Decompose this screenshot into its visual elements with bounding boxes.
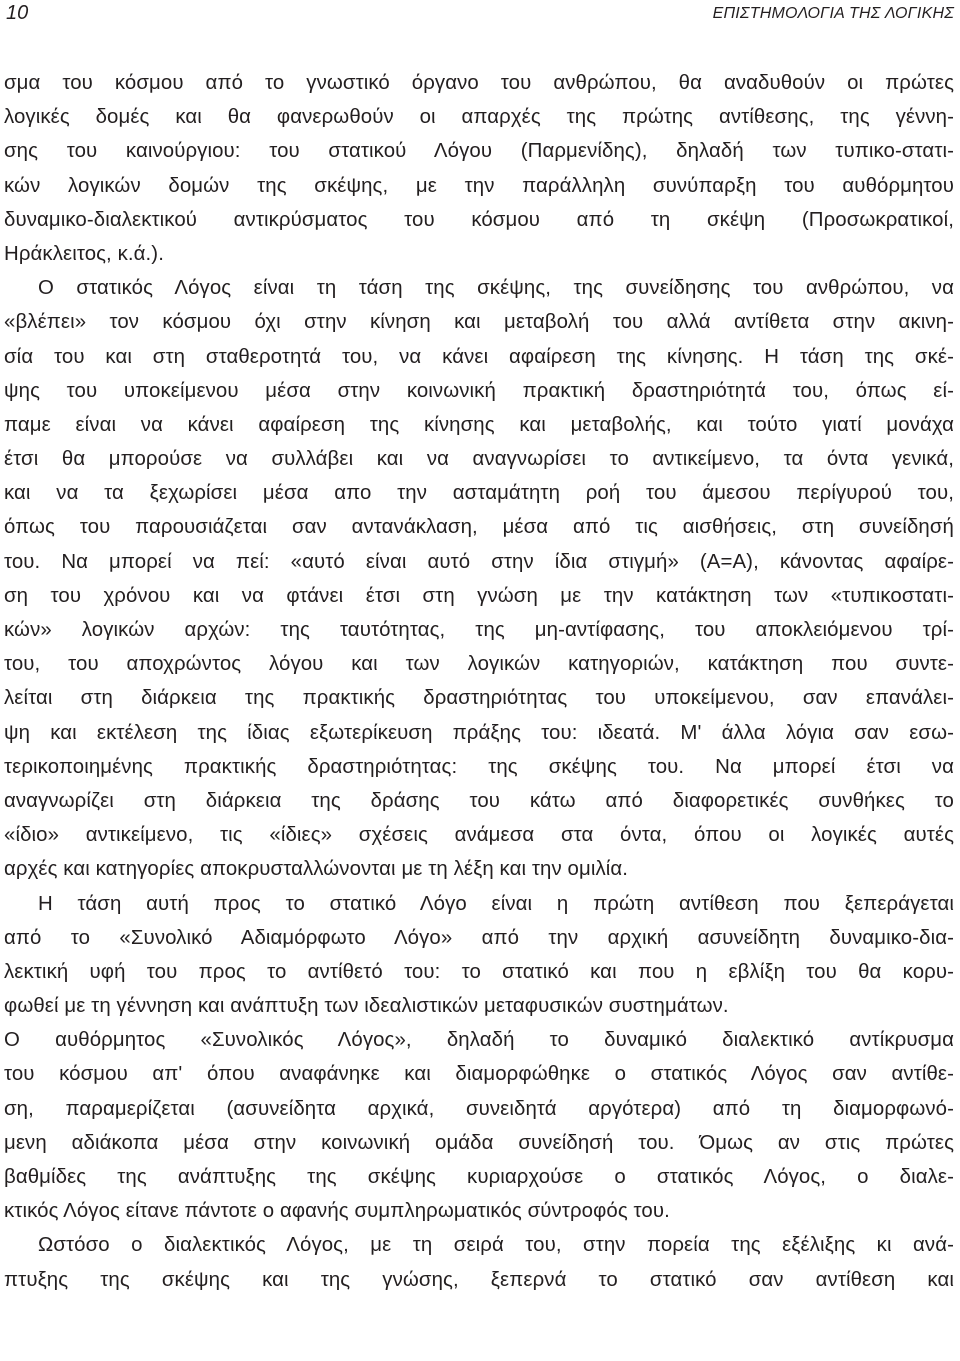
text-line: αναγνωρίζει στη διάρκεια της δράσης του κάτω από διαφορετικές συνθήκες το [4,789,954,812]
text-line: του. Να μπορεί να πεί: «αυτό είναι αυτό στην ίδια στιγμή» (Α=Α), κάνοντας αφαίρε- [4,550,954,573]
text-line: κτικός Λόγος είτανε πάντοτε ο αφανής συμπληρωματικός σύντροφός του. [4,1200,670,1223]
page-header [0,0,960,28]
text-line: σης του καινούργιου: του στατικού Λόγου (Παρμενίδης), δηλαδή των τυπικο-στατι- [4,140,954,163]
paragraph [4,1023,954,1228]
text-line: «ίδιο» αντικείμενο, τις «ίδιες» σχέσεις ανάμεσα στα όντα, όπου οι λογικές αυτές [4,824,954,847]
paragraph [4,1228,954,1296]
paragraph [4,271,954,886]
text-line: φωθεί με τη γέννηση και ανάπτυξη των ιδεαλιστικών μεταφυσικών συστημάτων. [4,995,729,1018]
text-line: έτσι θα μπορούσε να συλλάβει και να αναγνωρίσει το αντικείμενο, τα όντα γενικά, [4,448,954,471]
page-number: 10 [6,2,29,24]
text-line: του κόσμου απ' όπου αναφάνηκε και διαμορφώθηκε ο στατικός Λόγος σαν αντίθε- [4,1063,954,1086]
text-line: κών» λογικών αρχών: της ταυτότητας, της μη-αντίφασης, του αποκλειόμενου τρί- [4,619,954,641]
text-line: βαθμίδες της ανάπτυξης της σκέψης κυριαρχούσε ο στατικός Λόγος, ο διαλε- [4,1166,954,1188]
text-line: λεκτική υφή του προς το αντίθετό του: το στατικό και που η εβλίξη του θα κορυ- [4,960,954,983]
text-line: από το «Συνολικό Αδιαμόρφωτο Λόγο» από την αρχική ασυνείδητη δυναμικο-δια- [4,926,954,949]
text-line: δυναμικο-διαλεκτικού αντικρύσματος του κόσμου από τη σκέψη (Προσωκρατικοί, [4,208,954,231]
text-line: ση του χρόνου και να φτάνει έτσι στη γνώση με την κατάκτηση των «τυπικοστατι- [4,584,954,607]
text-line: όπως του παρουσιάζεται σαν αντανάκλαση, μέσα από τις αισθήσεις, στη συνείδησή [4,516,954,539]
text-line: Ωστόσο ο διαλεκτικός Λόγος, με τη σειρά του, στην πορεία της εξέλιξης κι ανά- [38,1234,954,1257]
text-line: Ο αυθόρμητος «Συνολικός Λόγος», δηλαδή το δυναμικό διαλεκτικό αντίκρυσμα [4,1029,954,1052]
paragraph [4,887,954,1024]
text-line: μενη αδιάκοπα μέσα στην κοινωνική ομάδα συνείδησή του. Όμως αν στις πρώτες [4,1131,954,1154]
text-line: σμα του κόσμου από το γνωστικό όργανο του ανθρώπου, θα αναδυθούν οι πρώτες [4,72,954,94]
text-line: κών λογικών δομών της σκέψης, με την παράλληλη συνύπαρξη του αυθόρμητου [4,174,954,197]
text-line: και να τα ξεχωρίσει μέσα απο την ασταμάτητη ροή του άμεσου περίγυρού του, [4,482,954,505]
text-line: Ηράκλειτος, κ.ά.). [4,242,164,265]
body-text [4,66,954,1297]
text-line: «βλέπει» τον κόσμου όχι στην κίνηση και μεταβολή του αλλά αντίθετα στην ακινη- [4,311,954,334]
text-line: αρχές και κατηγορίες αποκρυσταλλώνονται με τη λέξη και την ομιλία. [4,858,629,881]
text-line: σία του και στη σταθεροτητά του, να κάνει αφαίρεση της κίνησης. Η τάση της σκέ- [4,345,954,368]
text-line: ψης του υποκείμενου μέσα στην κοινωνική πρακτική δραστηριότητά του, όπως εί- [4,379,954,402]
text-line: λείται στη διάρκεια της πρακτικής δραστηριότητας του υποκείμενου, σαν επανάλει- [4,687,954,710]
text-line: του, του αποχρώντος λόγου και των λογικών κατηγοριών, κατάκτηση που συντε- [4,653,954,676]
running-title: ΕΠΙΣΤΗΜΟΛΟΓΙΑ ΤΗΣ ΛΟΓΙΚΗΣ [712,5,954,22]
text-line: ση, παραμερίζεται (ασυνείδητα αρχικά, συνειδητά αργότερα) από τη διαμορφωνό- [4,1097,954,1120]
text-line: Η τάση αυτή προς το στατικό Λόγο είναι η πρώτη αντίθεση που ξεπεράγεται [38,892,954,915]
text-line: πτυξης της σκέψης και της γνώσης, ξεπερνά το στατικό σαν αντίθεση και [4,1268,954,1291]
text-line: Ο στατικός Λόγος είναι τη τάση της σκέψης, της συνείδησης του ανθρώπου, να [38,277,954,300]
paragraph [4,66,954,271]
text-line: τερικοποιημένης πρακτικής δραστηριότητας: της σκέψης του. Να μπορεί έτσι να [4,755,954,778]
text-line: λογικές δομές και θα φανερωθούν οι απαρχές της πρώτης αντίθεσης, της γέννη- [4,106,954,129]
text-line: παμε είναι να κάνει αφαίρεση της κίνησης και μεταβολής, και τούτο γιατί μονάχα [4,413,954,436]
text-line: ψη και εκτέλεση της ίδιας εξωτερίκευση πράξης του: ιδεατά. Μ' άλλα λόγια σαν εσω- [4,721,954,744]
